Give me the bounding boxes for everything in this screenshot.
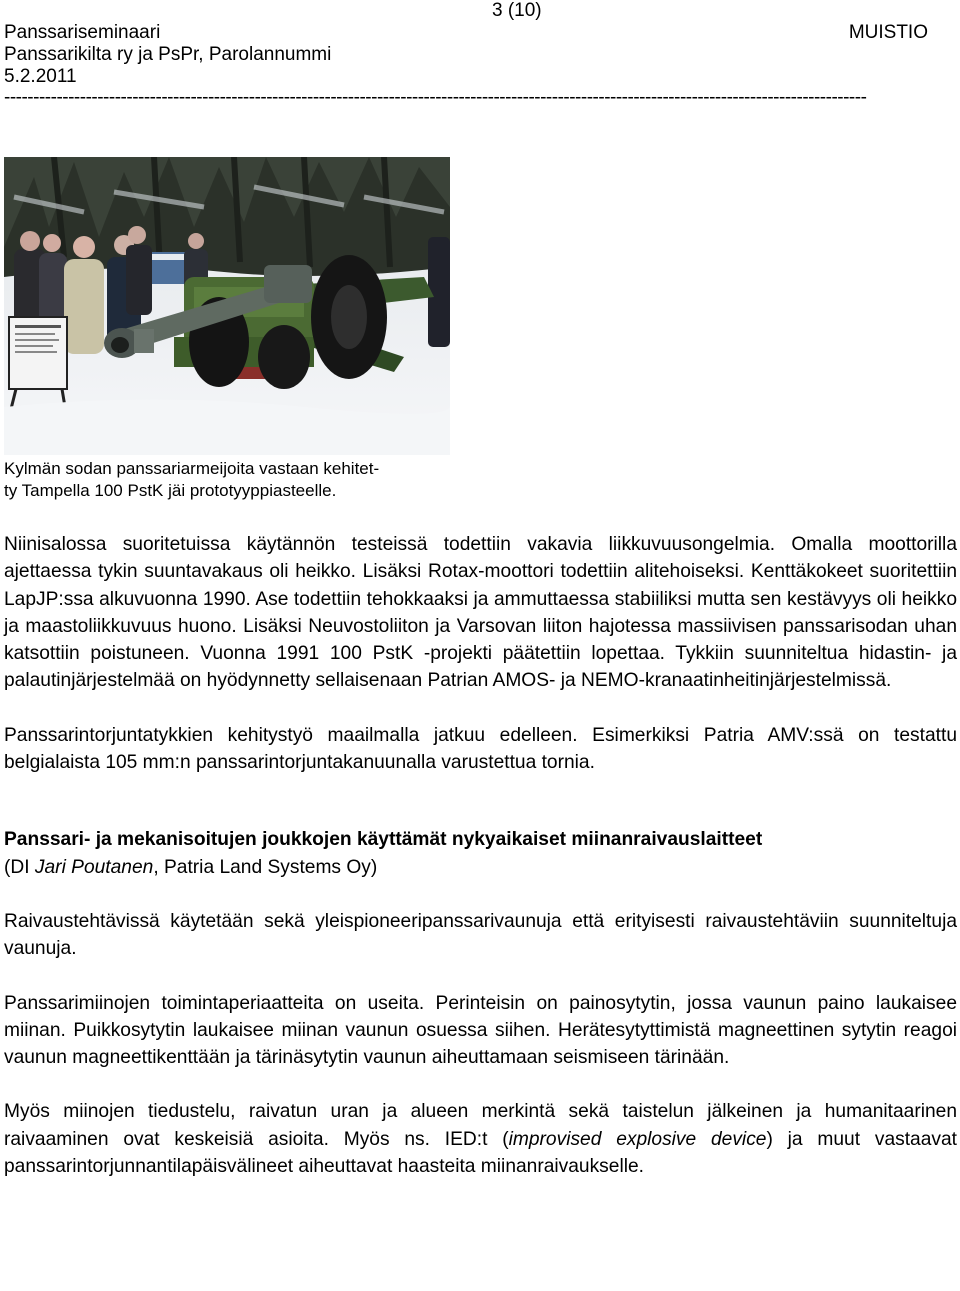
- paragraph-mine-fuzes: Panssarimiinojen toimintaperiaatteita on useita. Perinteisin on painosytytin, jossa vaunun paino laukaisee miinan. Puikkosytytin laukaisee miinan vaunun osuessa siihen. Herätesytyttimistä magneettinen sytytin reagoi vaunun magneettikenttään ja tärinäsytytin vaunun aiheuttamaan seismiseen tärinään.: [4, 992, 957, 1069]
- page-number: 3 (10): [492, 0, 542, 21]
- ied-term: improvised explosive device: [508, 1128, 767, 1150]
- header-date: 5.2.2011: [4, 66, 77, 87]
- paragraph-global-development: Panssarintorjuntatykkien kehitystyö maailmalla jatkuu edelleen. Esimerkiksi Patria AMV:ssä on testattu belgialaista 105 mm:n panssarintorjuntakanuunalla varustettua tornia.: [4, 724, 957, 774]
- paragraph-clearing-vehicles: Raivaustehtävissä käytetään sekä yleispioneeripanssarivaunuja että erityisesti raivaustehtäviin suunniteltuja vaunuja.: [4, 910, 957, 960]
- caption-line: ty Tampella 100 PstK jäi prototyyppiasteelle.: [4, 481, 337, 500]
- caption-line: Kylmän sodan panssariarmeijoita vastaan kehitet-: [4, 459, 380, 478]
- photo-anti-tank-gun: [4, 157, 450, 455]
- speaker-credit: (DI Jari Poutanen, Patria Land Systems Oy): [4, 856, 378, 878]
- figure-caption: [4, 458, 454, 502]
- document-body: [4, 531, 957, 1180]
- paragraph-mine-reconnaissance: Myös miinojen tiedustelu, raivatun uran ja alueen merkintä sekä taistelun jälkeinen ja humanitaarinen raivaaminen ovat keskeisiä asioita. Myös ns. IED:t (improvised explosive device) ja muut vastaavat panssarintorjunnantilapäisvälineet aiheuttavat haasteita miinanraivaukselle.: [4, 1101, 957, 1178]
- section-title: Panssari- ja mekanisoitujen joukkojen käyttämät nykyaikaiset miinanraivauslaitteet: [4, 829, 763, 851]
- paragraph-testing-results: Niinisalossa suoritetuissa käytännön testeissä todettiin vakavia liikkuvuusongelmia. Omalla moottorilla ajettaessa tykin suuntavakaus oli heikko. Lisäksi Rotax-moottori todettiin alitehoiseksi. Kenttäkokeet suoritettiin LapJP:ssa alkuvuonna 1990. Ase todettiin tehokkaaksi ja ammuttaessa stabiiliksi mutta sen kestävyys oli heikko ja maastoliikkuvuus huono. Lisäksi Neuvostoliiton ja Varsovan liiton hajotessa massiivisen panssarisodan uhan katsottiin poistuneen. Vuonna 1991 100 PstK -projekti päätettiin lopettaa. Tykkiin suunniteltua hidastin- ja palautinjärjestelmää on hyödynnetty sellaisenaan Patrian AMOS- ja NEMO-kranaatinheitinjärjestelmissä.: [4, 534, 957, 692]
- header-divider: ----------------------------------------------------------------------------------------------------------------------------------------------------: [4, 88, 867, 108]
- header-doc-type: MUISTIO: [848, 22, 928, 43]
- header-organizer: Panssarikilta ry ja PsPr, Parolannummi: [4, 44, 332, 65]
- speaker-name: Jari Poutanen: [34, 856, 154, 878]
- header-event-title: Panssariseminaari: [4, 22, 161, 43]
